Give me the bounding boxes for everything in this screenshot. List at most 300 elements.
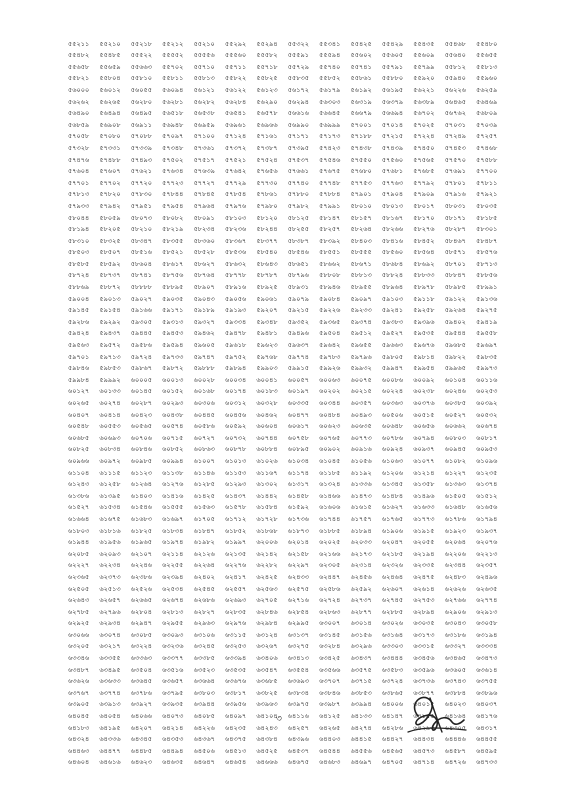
number-cell: ৫৬২৮৪ (224, 98, 247, 105)
number-cell: ৬০৬২৩ (319, 423, 341, 430)
number-cell: ৫৯১২২ (444, 295, 466, 303)
number-cell: ৫৯৯১৫ (287, 365, 309, 372)
number-cell: ৫৯৮৪৬ (68, 365, 90, 372)
number-cell: ৫৮৯৪৬ (319, 284, 341, 291)
number-cell: ৫৮২৫৭ (319, 226, 341, 233)
number-cell: ৫৭৭৯২ (413, 179, 435, 187)
number-cell: ৬১৫৭৮ (224, 504, 247, 511)
number-cell: ৬১৮৬৮ (256, 527, 278, 534)
number-cell: ৬২৩৮৬ (130, 573, 153, 581)
number-cell: ৬১০০৭ (193, 457, 215, 465)
number-cell: ৫৯০৩৫ (162, 295, 184, 303)
number-cell: ৬২৪৭৫ (413, 573, 435, 581)
number-cell: ৬২৯৬৩ (193, 620, 215, 627)
number-cell: ৬৩৯৯৪ (350, 701, 372, 708)
table-row (68, 490, 508, 502)
number-cell: ৫৫৮৬১ (350, 75, 372, 82)
number-cell: ৬১৩২৪ (319, 481, 341, 488)
number-cell: ৫৯৩০৫ (130, 318, 153, 326)
number-cell: ৬৩৩১৫ (413, 643, 435, 650)
number-cell: ৫৯৭৯৬ (350, 353, 372, 361)
number-cell: ৬২৭৭৪ (476, 597, 498, 604)
number-cell: ৫৭৯৭৬ (224, 202, 247, 210)
number-cell: ৬৩২০৫ (68, 643, 90, 650)
number-cell: ৬০০৬৩ (319, 376, 341, 384)
number-cell: ৬০৯৮৫ (130, 457, 153, 465)
number-cell: ৬৩৪৭৩ (476, 655, 498, 662)
number-cell: ৬৪১৬৪ (444, 713, 466, 720)
number-cell: ৬২১২৬ (193, 550, 215, 558)
number-cell: ৬১২১৪ (413, 469, 435, 476)
number-cell: ৬১৭৬৫ (381, 515, 404, 523)
table-row (68, 455, 508, 467)
table-row (68, 84, 508, 96)
number-cell: ৬০২৫৩ (476, 388, 498, 395)
number-cell: ৫৮৭৮৭ (256, 272, 278, 279)
number-cell: ৬৪২৬৫ (319, 724, 341, 732)
number-cell: ৬৪৪৩৪ (413, 736, 435, 743)
number-cell: ৫৫৮১৩ (193, 75, 215, 82)
number-cell: ৬০৫০৬ (381, 411, 404, 418)
number-cell: ৬২৬৩৫ (476, 585, 498, 592)
number-cell: ৬২৬২৬ (444, 585, 466, 592)
table-row (68, 154, 508, 166)
number-cell: ৬১৬৫৬ (476, 504, 498, 511)
number-cell: ৫৯৬৩৭ (287, 342, 309, 349)
number-cell: ৬১৭২৮ (256, 515, 278, 523)
number-cell: ৫৯৮৩৫ (476, 353, 498, 361)
number-cell: ৬০৩১২ (224, 400, 247, 407)
table-row (68, 548, 508, 560)
number-cell: ৫৬২২৬ (444, 86, 466, 94)
number-cell: ৫৯০৪৩ (193, 295, 215, 303)
number-cell: ৬৩৪৩৭ (350, 655, 372, 662)
number-cell: ৫৫৬৫৮ (68, 63, 90, 71)
number-cell: ৫৮৫৫১ (319, 249, 341, 256)
number-cell: ৫৫৬০২ (350, 52, 372, 59)
number-cell: ৫৯১৩৬ (476, 295, 498, 303)
number-cell: ৫৫৫৫২ (162, 52, 184, 59)
number-cell: ৬২৩৯৪ (162, 573, 184, 581)
number-cell: ৬০৭০৬ (130, 434, 153, 442)
number-cell: ৬১১৩৮ (162, 469, 184, 476)
number-cell: ৫৭০১৪ (381, 121, 404, 129)
number-cell: ৬৪৭১৪ (413, 759, 435, 766)
number-cell: ৬০২১৫ (350, 388, 372, 395)
number-cell: ৬২৪৪৭ (319, 573, 341, 581)
number-cell: ৬০১৬৮ (193, 388, 215, 395)
number-cell: ৫৯৭৮৩ (319, 353, 341, 361)
number-cell: ৬৪২২৬ (193, 724, 215, 732)
number-cell: ৫৭৩৩১ (99, 144, 121, 152)
number-cell: ৫৬১৭৯ (319, 86, 341, 94)
number-cell: ৫৮৩৬০ (193, 237, 215, 245)
number-cell: ৬৩৮৯৬ (476, 689, 498, 697)
number-cell: ৫৬১৭২ (287, 86, 309, 94)
number-cell: ৬০৬৮৫ (68, 434, 90, 442)
table-row (68, 745, 508, 757)
number-cell: ৫৮৯৮৫ (444, 284, 466, 291)
number-cell: ৬১৪০৩ (130, 492, 153, 500)
number-cell: ৫৯৫৫৮ (476, 330, 498, 337)
table-row (68, 328, 508, 340)
number-cell: ৬৪১৩৩ (350, 713, 372, 720)
number-cell: ৬৩১৭৩ (413, 631, 435, 639)
number-cell: ৫৯৬৯৭ (476, 342, 498, 349)
number-cell: ৬২৫২৬ (130, 585, 153, 592)
number-cell: ৫৬৯০৮ (99, 121, 121, 129)
number-cell: ৫৬২৯৪ (287, 98, 309, 105)
number-cell: ৬৩৬০৫ (444, 666, 466, 674)
number-cell: ৫৬৫৩৮ (193, 110, 215, 117)
number-cell: ৫৮৮৭২ (99, 284, 121, 291)
number-cell: ৬১৩৬৩ (444, 481, 466, 488)
number-cell: ৬০৪২৩ (130, 411, 153, 418)
number-cell: ৬০৭২৭ (193, 434, 215, 442)
table-row (68, 73, 508, 85)
number-cell: ৬২৮১৩ (162, 608, 184, 616)
number-cell: ৬২৮৩৫ (224, 608, 247, 616)
number-cell: ৬১৫৪৬ (130, 504, 153, 511)
number-cell: ৫৫৪৮৫ (99, 52, 121, 59)
number-cell: ৫৬৪৬৯ (476, 98, 498, 105)
number-cell: ৬৪৬৫৪ (224, 759, 247, 766)
number-cell: ৫৭৮২০ (99, 191, 121, 198)
number-cell: ৬২৬৪৩ (68, 597, 90, 604)
number-cell: ৬২৭৬৬ (444, 597, 466, 604)
number-cell: ৬৪০৪৫ (68, 713, 90, 720)
table-row (68, 166, 508, 178)
number-cell: ৫৭৫৩৭ (287, 156, 309, 163)
number-cell: ৫৫৮১৩ (476, 63, 498, 71)
number-cell: ৬২০৫৫ (413, 539, 435, 546)
number-cell: ৫৫৭১১ (224, 63, 247, 71)
number-cell: ৫৮৪৫২ (413, 237, 435, 245)
number-cell: ৫৯১৫৪ (99, 307, 121, 314)
number-cell: ৬০৮২৫ (68, 446, 90, 453)
number-cell: ৬০৬১৭ (287, 423, 310, 430)
number-cell: ৬১৭০৫ (193, 515, 215, 523)
number-cell: ৫৮২৫৫ (287, 226, 309, 233)
number-cell: ৫৭৯৫৪ (162, 202, 184, 210)
number-cell: ৫৯৪৯৬ (287, 330, 309, 337)
table-row (68, 374, 508, 386)
table-row (68, 50, 508, 62)
number-cell: ৬১৯১৫ (413, 527, 435, 534)
number-cell: ৫৭৮১১ (476, 179, 498, 187)
number-cell: ৬৪০৬৬ (130, 713, 153, 720)
number-cell: ৫৫৮১১ (162, 75, 184, 82)
number-cell: ৬৪৫১৩ (224, 747, 247, 755)
number-cell: ৬১৫৫৫ (162, 504, 184, 511)
number-cell: ৬২৮৭৭ (350, 608, 372, 616)
number-cell: ৬১৪৬৬ (319, 492, 341, 500)
number-cell: ৬২৮৯৪ (413, 608, 435, 616)
number-cell: ৫৯১৪৫ (68, 307, 90, 314)
number-cell: ৫৭৫২৪ (256, 156, 278, 163)
number-cell: ৬২১৭৩ (350, 550, 372, 558)
number-cell: ৬৪৪৭৭ (99, 747, 121, 755)
number-cell: ৫৯০০৪ (68, 295, 90, 303)
number-cell: ৬১২৪৩ (68, 481, 90, 488)
number-cell: ৫৯৯০৩ (256, 365, 278, 372)
number-cell: ৫৮৯০৭ (193, 284, 215, 291)
number-cell: ৬২৫১৩ (99, 585, 121, 592)
number-cell: ৫৫৬৬৩ (130, 63, 153, 71)
number-cell: ৫৯১১৮ (413, 295, 435, 303)
number-cell: ৫৮০১৭ (413, 202, 435, 210)
number-cell: ৬৪১৭৬ (476, 713, 498, 720)
number-cell: ৬০০৯২ (413, 376, 435, 384)
number-cell: ৫৯২৯২ (99, 318, 121, 326)
number-cell: ৫৮৫৭১ (444, 249, 466, 256)
number-cell: ৫৭৬৮৫ (413, 168, 435, 175)
number-cell: ৫৫২১০ (193, 40, 215, 47)
number-cell: ৬০৭৭৩ (350, 434, 372, 442)
table-row (68, 618, 508, 630)
number-cell: ৫৭৯২১ (476, 191, 498, 198)
number-cell: ৬৩২১৭ (99, 643, 121, 650)
number-cell: ৫৬৪৯৫ (130, 110, 153, 117)
number-cell: ৬১৮৮৫ (319, 527, 341, 534)
number-cell: ৬৪৬৩৫ (162, 759, 184, 766)
number-cell: ৬২০৯৩ (99, 550, 121, 558)
number-cell: ৫৯৯৮৪ (68, 376, 90, 384)
table-row (68, 363, 508, 375)
number-cell: ৬৩২৮৪ (319, 643, 341, 650)
table-row (68, 444, 508, 456)
number-cell: ৬২৯৯৫ (287, 620, 309, 627)
number-cell: ৫৭২২৪ (413, 133, 435, 140)
number-cell: ৫৮৩৮৭ (287, 237, 309, 245)
number-cell: ৫৬১৯৫ (381, 86, 404, 94)
number-cell: ৬১৮০৩ (68, 527, 90, 534)
number-cell: ৬৩৬২৬ (68, 678, 90, 685)
number-cell: ৫৬১৯২ (350, 86, 372, 94)
number-cell: ৬৪৩৫৩ (162, 736, 184, 743)
number-cell: ৬১০২৬ (256, 457, 278, 465)
number-cell: ৬৪৬৭৫ (287, 759, 309, 766)
number-cell: ৬১৬৯৭ (162, 515, 184, 523)
number-cell: ৫৯৪৪৫ (130, 330, 153, 337)
number-cell: ৫৭৯৫১ (130, 202, 153, 210)
number-cell: ৫৬৪৬৫ (444, 98, 466, 105)
number-cell: ৫৫৮২২ (224, 75, 247, 82)
number-cell: ৬০৭৩২ (224, 434, 247, 442)
number-cell: ৫৭০৩১ (444, 121, 466, 129)
number-cell: ৬১২৬৪ (130, 481, 153, 488)
number-cell: ৬১৯৫৬ (99, 539, 121, 546)
number-cell: ৬২৭১৬ (287, 597, 310, 604)
number-cell: ৬০৪৮৪ (319, 411, 341, 418)
number-cell: ৫৯৫৩৫ (413, 330, 435, 337)
number-cell: ৫৭৭২০ (130, 179, 153, 187)
number-cell: ৬২৭৮৫ (68, 608, 90, 616)
number-cell: ৫৮০১৩ (381, 202, 404, 210)
number-cell: ৬০১১৬ (476, 376, 498, 384)
table-row (68, 38, 508, 50)
number-cell: ৬৪৭২৬ (444, 759, 466, 766)
number-cell: ৫৭৪৩৮ (350, 144, 372, 152)
number-cell: ৬০১২৭ (68, 388, 90, 395)
number-cell: ৬০০৪১ (256, 376, 278, 384)
number-cell: ৫৮৩২৫ (99, 237, 121, 245)
number-cell: ৫৯০৯৭ (350, 295, 372, 303)
number-cell: ৫৭০৮৮ (130, 133, 153, 140)
number-cell: ৫৯৮৫৩ (99, 365, 121, 372)
number-cell: ৬২২২৭ (68, 562, 90, 569)
number-cell: ৬০৫৫৩ (99, 423, 121, 430)
table-row (68, 131, 508, 143)
number-cell: ৬০৭৯৪ (413, 434, 435, 442)
number-cell: ৬২০৮৫ (68, 550, 90, 558)
number-cell: ৬১৪৯৬ (413, 492, 435, 500)
number-cell: ৬৩৪৯৫ (99, 666, 121, 674)
number-cell: ৫৭৪৫০ (413, 144, 435, 152)
number-cell: ৬৩৩৬৩ (130, 655, 153, 662)
number-cell: ৫৯৩৭৪ (350, 318, 372, 326)
number-cell: ৬১৭৮৬ (444, 515, 466, 523)
number-cell: ৬১২০৬ (381, 469, 404, 476)
number-cell: ৬২৪২৫ (256, 573, 278, 581)
number-cell: ৫৮২১৯ (162, 226, 184, 233)
number-cell: ৬৩৩০৩ (381, 643, 404, 650)
number-cell: ৫৫৯৬০ (476, 75, 498, 82)
number-cell: ৬২৩৫৭ (476, 562, 498, 569)
number-cell: ৫৫৪৮২ (68, 52, 90, 59)
number-cell: ৫৬২৬৫ (99, 98, 121, 105)
number-cell: ৫৭০২৫ (413, 121, 435, 129)
number-cell: ৫৬২২১ (413, 86, 435, 94)
number-cell: ৫৭৫১৭ (193, 156, 215, 163)
number-cell: ৬১৭৪৪ (319, 515, 341, 523)
number-cell: ৫৭৯০১ (350, 191, 372, 198)
number-cell: ৫৭৪২৩ (319, 144, 341, 152)
number-cell: ৬০৬৫৬ (413, 423, 435, 430)
number-cell: ৫৬০০০ (68, 86, 90, 94)
number-cell: ৫৯৩৩৪ (224, 318, 247, 326)
number-cell: ৫৭৭৪৮ (319, 179, 341, 187)
number-cell: ৬৪৬৪৭ (193, 759, 215, 766)
number-cell: ৬১০৬৩ (381, 457, 404, 465)
number-cell: ৫৬৬৭৯ (350, 110, 372, 117)
number-cell: ৫৭৯৮২ (287, 202, 309, 210)
number-cell: ৫৭৩২৮ (68, 144, 90, 152)
number-cell: ৫৮৫২১ (162, 249, 184, 256)
number-cell: ৬২৯৮৪ (256, 620, 278, 627)
number-cell: ৬৩৬৯৩ (287, 678, 310, 685)
number-cell: ৬৩৪২৫ (319, 655, 341, 662)
number-cell: ৬০৫৬৫ (130, 423, 153, 430)
number-cell: ৬৩৮০৩ (193, 689, 215, 697)
number-cell: ৬০০১৩ (162, 376, 184, 384)
number-cell: ৫৭১৭৩ (319, 133, 341, 140)
number-cell: ৫৫২১২ (162, 40, 184, 47)
number-cell: ৫৬১২২ (224, 86, 247, 94)
number-cell: ৫৭৮৮৪ (319, 191, 341, 198)
table-row (68, 258, 508, 270)
number-cell: ৫৬৯৬১ (224, 121, 247, 129)
number-cell: ৬৩৭৪৩ (444, 678, 466, 685)
number-cell: ৬৩১৬৪ (381, 631, 404, 639)
number-cell: ৬৩৭৯৫ (162, 689, 184, 697)
number-cell: ৬০৯৭২ (99, 457, 121, 465)
number-cell: ৫৯৬৭৬ (413, 342, 435, 349)
number-cell: ৫৭২১৫ (381, 133, 404, 140)
number-cell: ৫৭৬৭৫ (319, 168, 341, 175)
number-cell: ৫৮২৬৬ (381, 226, 404, 233)
number-cell: ৬০২৩৮ (413, 388, 435, 395)
number-cell: ৫৭৪৭৬ (68, 156, 90, 163)
number-cell: ৬২৯৫৫ (162, 620, 184, 627)
number-cell: ৬৪০৫৪ (99, 713, 121, 720)
number-cell: ৬২১৪২ (256, 550, 278, 558)
number-cell: ৫৬৩০৩ (319, 98, 341, 105)
number-cell: ৫৫৮২১ (68, 75, 90, 82)
number-cell: ৬৪১১৬ (287, 713, 309, 720)
number-cell: ৬২৭২৪ (319, 597, 341, 604)
number-cell: ৬০৫৯২ (224, 423, 247, 430)
number-cell: ৬৩৭৭৪ (99, 689, 121, 697)
number-cell: ৫৮১৫৭ (350, 214, 372, 221)
number-cell: ৬২৬৫৭ (99, 597, 121, 604)
number-cell: ৫৭০০১ (350, 121, 372, 129)
number-cell: ৬৪২০৭ (130, 724, 153, 732)
number-cell: ৫৭৭৩০ (256, 179, 278, 187)
number-cell: ৬২৭০৫ (256, 597, 278, 604)
number-cell: ৬৪৩৬৭ (193, 736, 215, 743)
number-cell: ৫৭৭২৯ (224, 179, 247, 187)
number-cell: ৬১৬৪৮ (444, 504, 466, 511)
number-cell: ৬০৯৪৫ (444, 446, 466, 453)
number-cell: ৬২৬৯৩ (224, 597, 247, 604)
number-cell: ৫৮৩১০ (68, 237, 90, 245)
number-cell: ৫৬৭৬২ (444, 110, 466, 117)
number-cell: ৬৩৯৩৫ (162, 701, 184, 708)
number-cell: ৬০৪৩৮ (162, 411, 184, 418)
number-cell: ৬৩৭২৪ (381, 678, 404, 685)
number-cell: ৬২১৫৮ (287, 550, 309, 558)
number-cell: ৬১৫১২ (476, 492, 498, 500)
number-cell: ৬৩১৫৬ (350, 631, 372, 639)
number-cell: ৬১৯৪৪ (68, 539, 90, 546)
number-cell: ৬৩৭১৫ (350, 678, 372, 685)
number-cell: ৫৭৭২৩ (162, 179, 184, 187)
number-cell: ৬৪০০৬ (381, 701, 404, 708)
number-cell: ৫৫৫৬০ (224, 52, 247, 59)
number-cell: ৬০৪৪৫ (193, 411, 215, 418)
number-cell: ৫৯২১৫ (287, 307, 309, 314)
number-cell: ৫৫৮৮০ (381, 75, 404, 82)
number-cell: ৫৬০৯৪ (162, 86, 184, 94)
number-cell: ৬১৪৭৩ (350, 492, 372, 500)
number-cell: ৬২৯৪৭ (130, 620, 153, 627)
number-cell: ৬০৭৬৫ (319, 434, 341, 442)
number-cell: ৫৯৯৩২ (350, 365, 372, 372)
number-cell: ৬৩০৭৪ (99, 631, 121, 639)
number-cell: ৫৯০৮৪ (319, 295, 341, 303)
number-cell: ৬১০৯৬ (476, 457, 498, 465)
number-cell: ৬১০৮২ (444, 457, 466, 465)
number-cell: ৫৬০৫৫ (130, 86, 153, 94)
number-cell: ৬৩০৯৩ (162, 631, 184, 639)
number-cell: ৬০৬৬২ (444, 423, 466, 430)
number-cell: ৬২৯০৬ (444, 608, 466, 616)
table-row (68, 351, 508, 363)
number-cell: ৬০১৫২ (162, 388, 184, 395)
number-cell: ৬১৪১৬ (162, 492, 184, 500)
number-cell: ৫৬২৮২ (193, 98, 215, 105)
